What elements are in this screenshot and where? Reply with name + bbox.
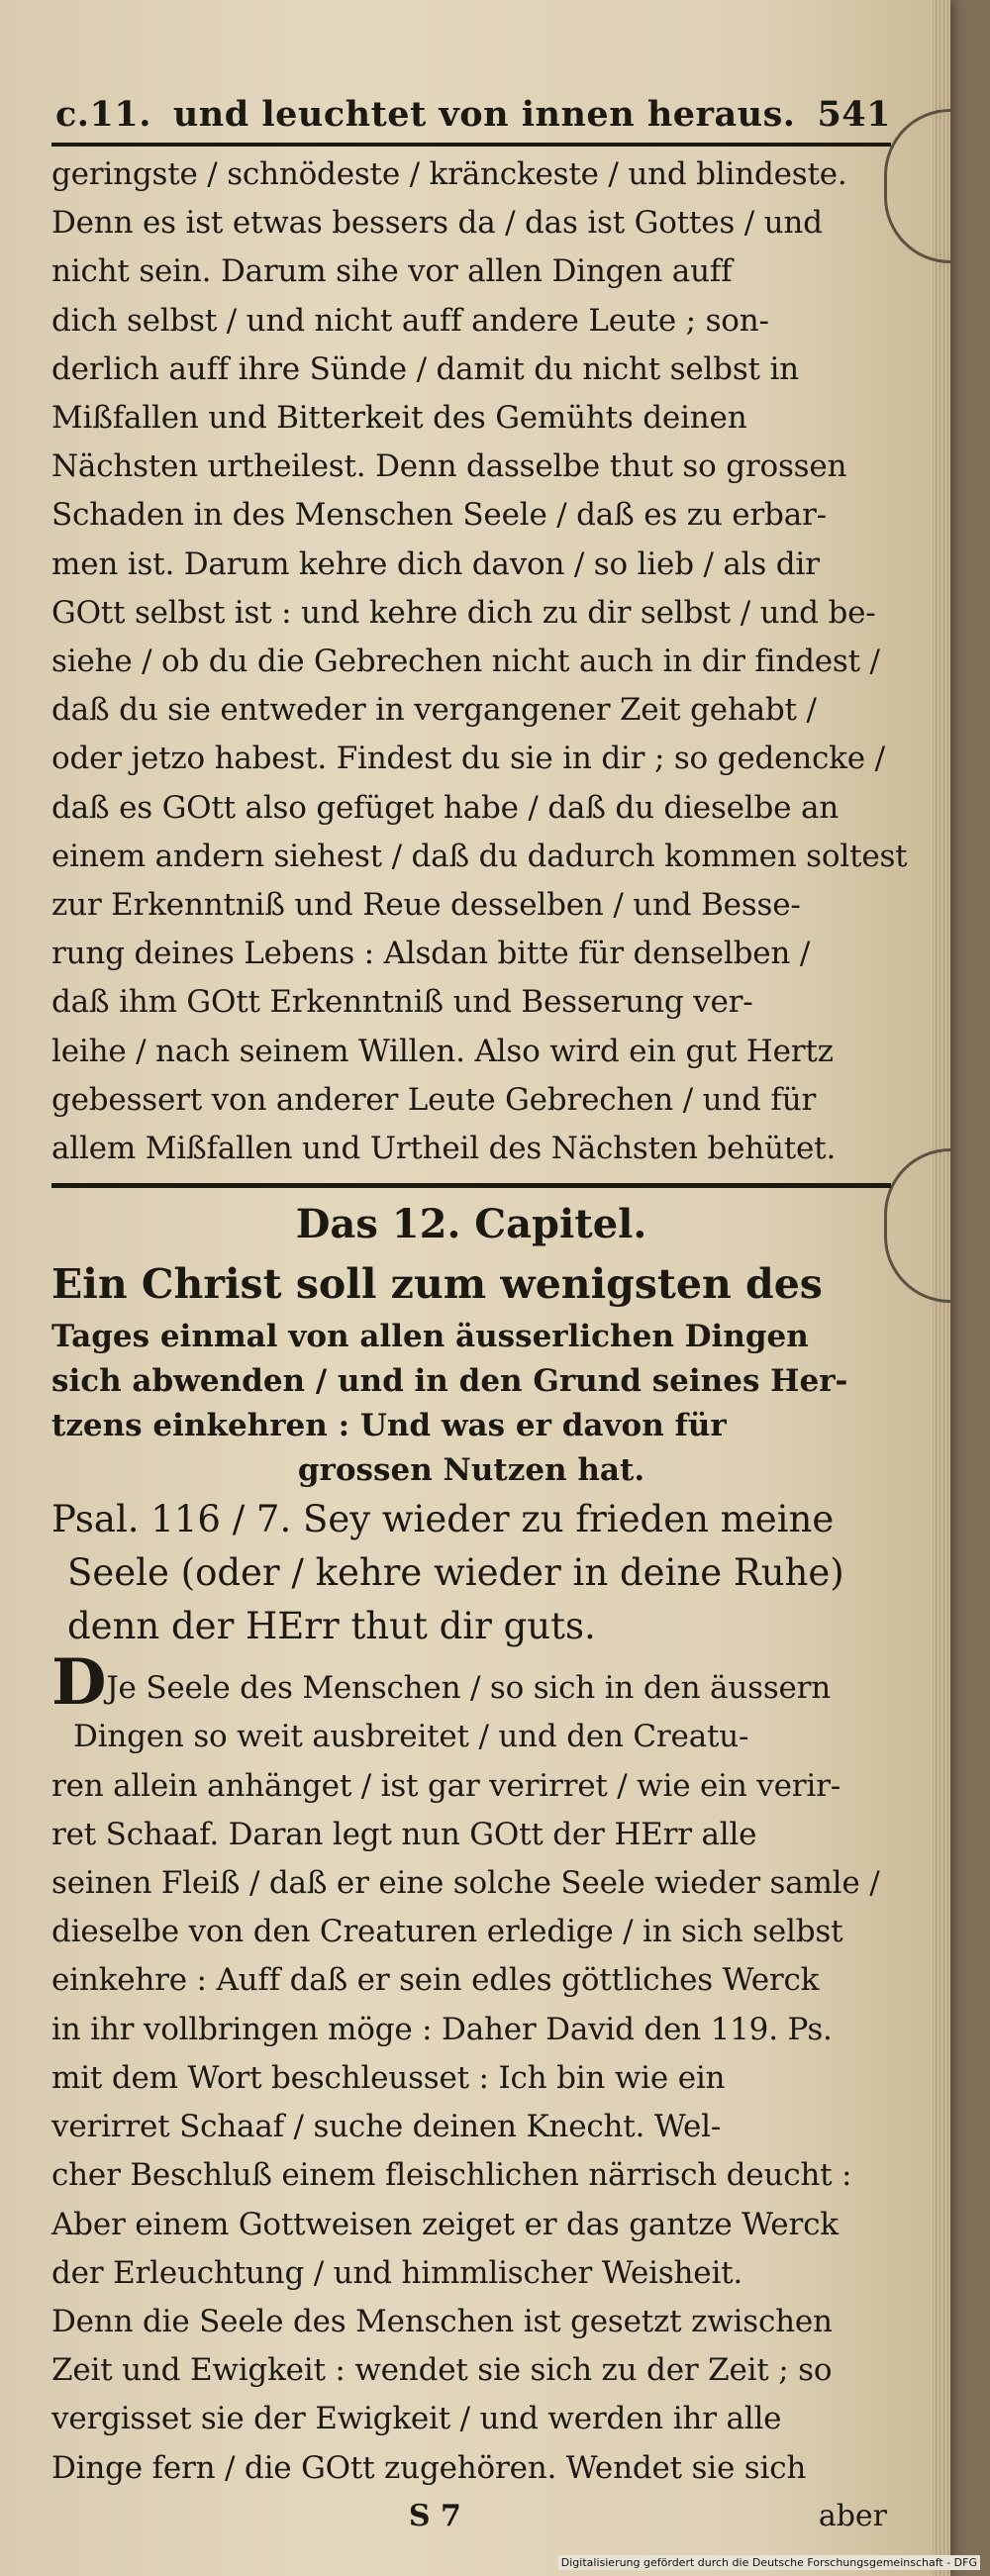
drop-cap: D: [51, 1645, 107, 1721]
chapter-summary: [51, 1253, 891, 1493]
text-line: Dingen so weit ausbreitet / und den Creatu-: [73, 1719, 749, 1755]
text-line: der Erleuchtung / und himmlischer Weisheit.: [51, 2254, 743, 2291]
text-line: Aber einem Gottweisen zeiget er das gantze Werck: [51, 2206, 839, 2242]
text-line: dich selbst / und nicht auff andere Leute ; son-: [51, 302, 769, 339]
text-line: Dinge fern / die GOtt zugehören. Wendet sie sich: [51, 2449, 807, 2486]
text-line: leihe / nach seinem Willen. Also wird ein gut Hertz: [51, 1033, 834, 1069]
text-line: [51, 1645, 891, 1721]
text-line: Denn es ist etwas bessers da / das ist Gottes / und: [51, 205, 823, 242]
psalm-line: Psal. 116 / 7. Sey wieder zu frieden meine: [51, 1498, 835, 1541]
text-line: dieselbe von den Creaturen erledige / in sich selbst: [51, 1914, 843, 1950]
summary-line: tzens einkehren : Und was er davon für: [51, 1408, 727, 1444]
text-line: cher Beschluß einem fleischlichen närrisch deucht :: [51, 2157, 852, 2194]
text-line: rung deines Lebens : Alsdan bitte für denselben /: [51, 936, 811, 972]
running-head: [51, 94, 891, 147]
thumb-tab-upper: [884, 109, 950, 263]
summary-line: Tages einmal von allen äusserlichen Dingen: [51, 1319, 809, 1355]
text-line: GOtt selbst ist : und kehre dich zu dir selbst / und be-: [51, 594, 876, 631]
text-line: vergisset sie der Ewigkeit / und werden ihr alle: [51, 2401, 782, 2437]
text-line: siehe / ob du die Gebrechen nicht auch in dir findest /: [51, 644, 880, 680]
text-line: men ist. Darum kehre dich davon / so lieb / als dir: [51, 545, 820, 582]
first-line-text: Je Seele des Menschen / so sich in den äussern: [106, 1670, 832, 1707]
text-line: gebessert von anderer Leute Gebrechen / und für: [51, 1081, 817, 1118]
text-line: daß ihm GOtt Erkenntniß und Besserung ver-: [51, 984, 753, 1021]
text-line: Nächsten urtheilest. Denn dasselbe thut so grossen: [51, 448, 847, 485]
text-line: in ihr vollbringen möge : Daher David den 119. Ps.: [51, 2011, 833, 2047]
text-line: geringste / schnödeste / kränckeste / und blindeste.: [51, 156, 847, 192]
running-title: und leuchtet von innen heraus.: [172, 94, 796, 135]
text-line: Schaden in des Menschen Seele / daß es zu erbar-: [51, 497, 827, 534]
page-number: 541: [817, 94, 891, 135]
summary-line: grossen Nutzen hat.: [297, 1452, 645, 1489]
chapter-ref: c.11.: [55, 94, 151, 135]
text-line: oder jetzo habest. Findest du sie in dir ; so gedencke /: [51, 741, 885, 777]
text-line: derlich auff ihre Sünde / damit du nicht selbst in: [51, 350, 799, 387]
psalm-quote: [51, 1493, 891, 1653]
text-line: einem andern siehest / daß du dadurch kommen soltest: [51, 838, 908, 874]
summary-line: sich abwenden / und in den Grund seines Her-: [51, 1363, 848, 1400]
paragraph-1: [51, 150, 908, 1173]
paragraph-2: [51, 1645, 891, 2492]
psalm-line: denn der HErr thut dir guts.: [67, 1605, 596, 1648]
text-line: ret Schaaf. Daran legt nun GOtt der HErr alle: [51, 1816, 757, 1852]
text-line: Denn die Seele des Menschen ist gesetzt zwischen: [51, 2303, 833, 2339]
text-line: seinen Fleiß / daß er eine solche Seele wieder samle /: [51, 1865, 880, 1902]
text-line: einkehre : Auff daß er sein edles göttliches Werck: [51, 1962, 820, 1999]
text-line: nicht sein. Darum sihe vor allen Dingen auff: [51, 253, 733, 290]
page-text: [51, 94, 908, 2533]
catchword: aber: [818, 2498, 887, 2533]
text-line: verirret Schaaf / suche deinen Knecht. Wel-: [51, 2109, 722, 2145]
text-line: daß es GOtt also gefüget habe / daß du dieselbe an: [51, 789, 840, 826]
text-line: Zeit und Ewigkeit : wendet sie sich zu der Zeit ; so: [51, 2352, 833, 2389]
text-line: daß du sie entweder in vergangener Zeit gehabt /: [51, 692, 817, 729]
page-footer: [51, 2499, 891, 2533]
text-line: Mißfallen und Bitterkeit des Gemühts deinen: [51, 400, 747, 437]
psalm-line: Seele (oder / kehre wieder in deine Ruhe): [67, 1551, 844, 1595]
text-line: mit dem Wort beschleusset : Ich bin wie ein: [51, 2059, 726, 2096]
digitization-credit: Digitalisierung gefördert durch die Deutsche Forschungsgemeinschaft - DFG: [558, 2555, 980, 2570]
text-line: zur Erkenntniß und Reue desselben / und Besse-: [51, 887, 801, 924]
summary-line: Ein Christ soll zum wenigsten des: [51, 1260, 823, 1309]
signature-mark: S 7: [408, 2498, 461, 2533]
thumb-tab-lower: [884, 1148, 950, 1303]
chapter-title: Das 12. Capitel.: [295, 1201, 647, 1248]
section-rule: [51, 1183, 891, 1188]
text-line: ren allein anhänget / ist gar verirret / wie ein verir-: [51, 1767, 841, 1804]
text-line: allem Mißfallen und Urtheil des Nächsten behütet.: [51, 1131, 837, 1167]
